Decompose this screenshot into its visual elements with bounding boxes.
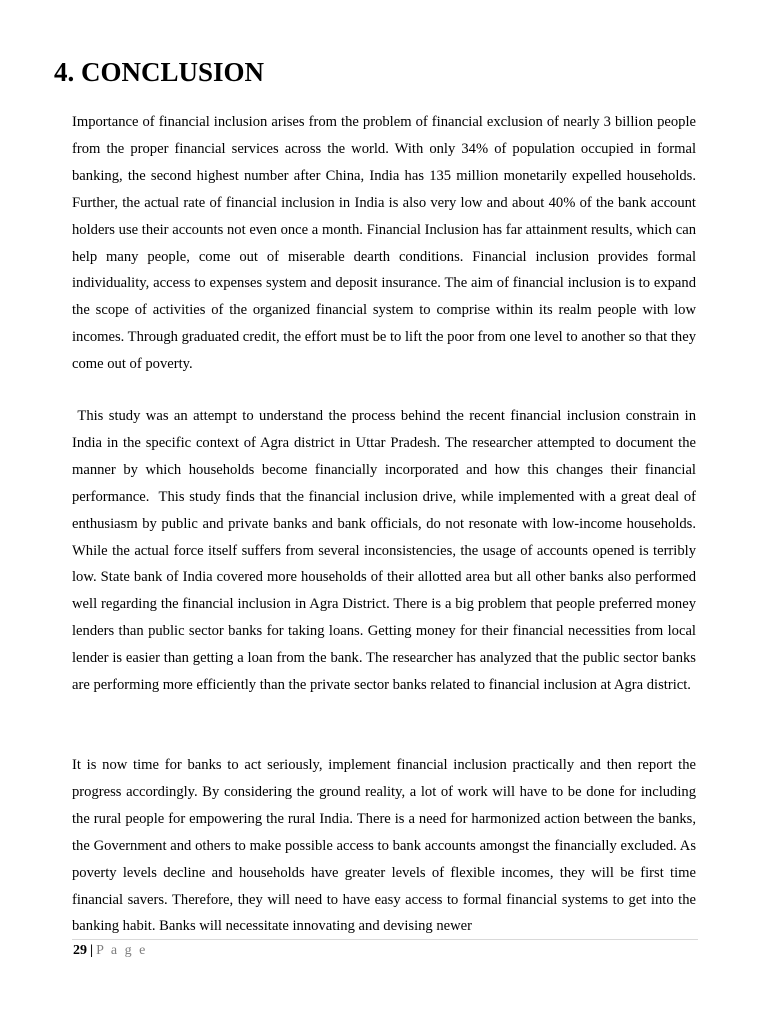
paragraph-1: Importance of financial inclusion arises from the problem of financial exclusion of nearly 3 billion people from the proper financial services across the world. With only 34% of population occupied in formal banking, the second highest number after China, India has 135 million monetarily expelled households. Further, the actual rate of financial inclusion in India is also very low and about 40% of the bank account holders use their accounts not even once a month. Financial Inclusion has far attainment results, which can help many people, come out of miserable dearth conditions. Financial inclusion provides formal individuality, access to expenses system and deposit insurance. The aim of financial inclusion is to expand the scope of activities of the organized financial system to comprise within its realm people with low incomes. Through graduated credit, the effort must be to lift the poor from one level to another so that they come out of poverty.	[72, 114, 696, 373]
footer-divider	[72, 939, 698, 940]
paragraph-2: This study was an attempt to understand the process behind the recent financial inclusion constrain in India in the specific context of Agra district in Uttar Pradesh. The researcher attempted to document the manner by which households become financially incorporated and how this changes their financial performance. This study finds that the financial inclusion drive, while implemented with a great deal of enthusiasm by public and private banks and bank officials, do not resonate with low-income households. While the actual force itself suffers from several inconsistencies, the usage of accounts opened is terribly low. State bank of India covered more households of their allotted area but all other banks also performed well regarding the financial inclusion in Agra District. There is a big problem that people preferred money lenders than public sector banks for taking loans. Getting money for their financial necessities from local lender is easier than getting a loan from the bank. The researcher has analyzed that the public sector banks are performing more efficiently than the private sector banks related to financial inclusion at Agra district.	[72, 408, 696, 694]
paragraph-3: It is now time for banks to act seriously, implement financial inclusion practically and then report the progress accordingly. By considering the ground reality, a lot of work will have to be done for including the rural people for empowering the rural India. There is a need for harmonized action between the banks, the Government and others to make possible access to bank accounts amongst the financially excluded. As poverty levels decline and households have greater levels of flexible incomes, they will be first time financial savers. Therefore, they will need to have easy access to formal financial systems to get into the banking habit. Banks will necessitate innovating and devising newer	[72, 757, 696, 935]
page-label: P a g e	[96, 943, 148, 958]
page-footer	[73, 942, 147, 960]
section-heading: 4. CONCLUSION	[54, 57, 265, 87]
footer-separator: |	[90, 943, 94, 958]
page-number: 29	[73, 943, 87, 958]
